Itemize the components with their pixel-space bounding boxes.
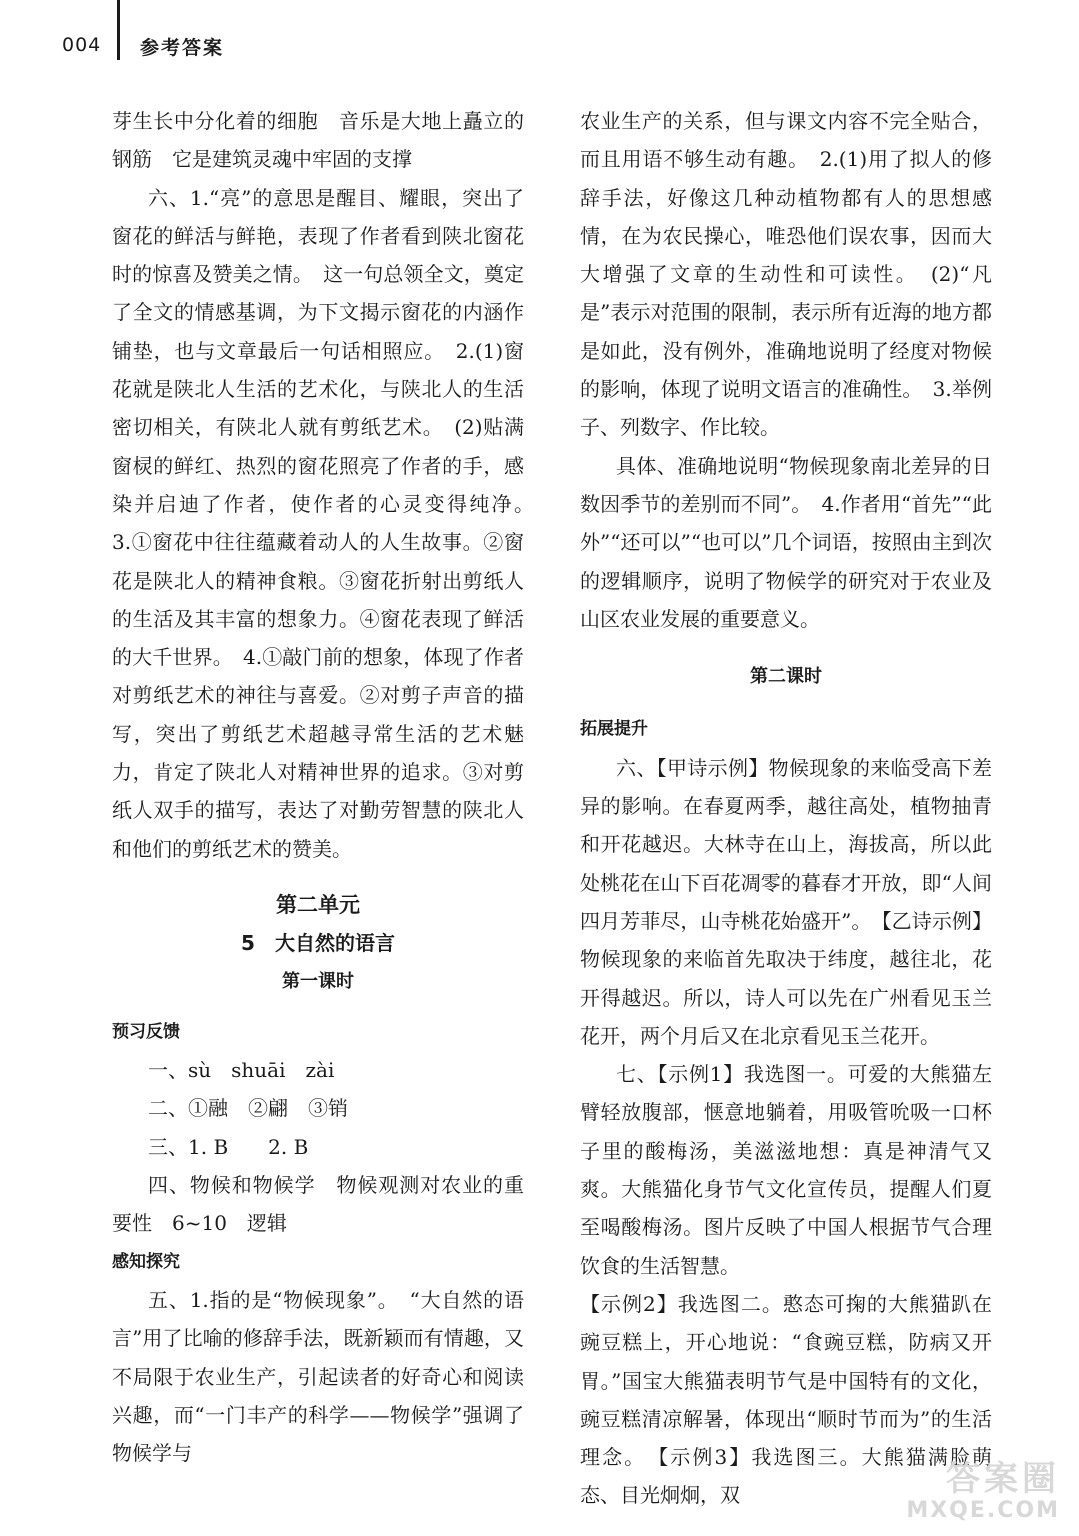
preview-item: 三、1. B 2. B: [148, 1134, 309, 1159]
right-column: [580, 102, 992, 1515]
paragraph: 六、【甲诗示例】物候现象的来临受高下差异的影响。在春夏两季，越往高处，植物抽青和开花越迟。大林寺在山上，海拔高，所以此处桃花在山下百花凋零的暮春才开放，即“人间四月芳菲尽，山寺桃花始盛开”。 【乙诗示例】物候现象的来临首先取决于纬度，越往北，花开得越迟。所以，诗人可以先在广州看见玉兰花开，两个月后又在北京看见玉兰花开。: [580, 755, 992, 1048]
paragraph: 农业生产的关系，但与课文内容不完全贴合，而且用语不够生动有趣。 2.(1)用了拟人的修辞手法，好像这几种动植物都有人的思想感情，在为农民操心，唯恐他们误农事，因而大大增强了文章的生动性和可读性。 (2)“凡是”表示对范围的限制，表示所有近海的地方都是如此，没有例外，准确地说明了经度对物候的影响，体现了说明文语言的准确性。 3.举例子、列数字、作比较。: [580, 109, 992, 440]
unit-title: 第二单元: [276, 892, 360, 917]
left-column: [112, 102, 544, 1472]
paragraph: 七、【示例1】我选图一。可爱的大熊猫左臂轻放腹部，惬意地躺着，用吸管吮吸一口杯子里的酸梅汤，美滋滋地想：真是神清气又爽。大熊猫化身节气文化宣传员，提醒人们夏至喝酸梅汤。图片反映了中国人根据节气合理饮食的生活智慧。: [580, 1062, 992, 1278]
preview-item: 二、①融 ②翩 ③销: [148, 1096, 348, 1121]
watermark-logo-text: 答案圈: [946, 1459, 1060, 1499]
watermark-url: MXQE.COM: [906, 1498, 1060, 1523]
section-label-preview: 预习反馈: [112, 1021, 180, 1042]
page-number: 004: [62, 34, 102, 56]
paragraph: 具体、准确地说明“物候现象南北差异的日数因季节的差别而不同”。 4.作者用“首先”“此外”“还可以”“也可以”几个词语，按照由主到次的逻辑顺序，说明了物候学的研究对于农业及山区农业发展的重要意义。: [580, 453, 992, 631]
header-title: 参考答案: [140, 37, 225, 59]
section-label-explore: 感知探究: [112, 1251, 180, 1272]
paragraph: 芽生长中分化着的细胞 音乐是大地上矗立的钢筋 它是建筑灵魂中牢固的支撑: [112, 109, 524, 172]
paragraph: 六、1.“亮”的意思是醒目、耀眼，突出了窗花的鲜活与鲜艳，表现了作者看到陕北窗花时的惊喜及赞美之情。 这一句总领全文，奠定了全文的情感基调，为下文揭示窗花的内涵作铺垫，也与文章最后一句话相照应。 2.(1)窗花就是陕北人生活的艺术化，与陕北人的生活密切相关，有陕北人就有剪纸艺术。 (2)贴满窗棂的鲜红、热烈的窗花照亮了作者的手，感染并启迪了作者，使作者的心灵变得纯净。 3.①窗花中往往蕴藏着动人的人生故事。②窗花是陕北人的精神食粮。③窗花折射出剪纸人的生活及其丰富的想象力。④窗花表现了鲜活的大千世界。 4.①敲门前的想象，体现了作者对剪纸艺术的神往与喜爱。②对剪子声音的描写，突出了剪纸艺术超越寻常生活的艺术魅力，肯定了陕北人对精神世界的追求。③对剪纸人双手的描写，表达了对勤劳智慧的陕北人和他们的剪纸艺术的赞美。: [112, 185, 544, 861]
preview-item: 一、sù shuāi zài: [148, 1058, 335, 1083]
preview-item: 四、物候和物候学 物候观测对农业的重要性 6~10 逻辑: [112, 1173, 524, 1236]
lesson-title: 5 大自然的语言: [241, 931, 395, 956]
section-label-extend: 拓展提升: [580, 719, 648, 740]
site-watermark: [900, 1460, 1060, 1530]
paragraph: 【示例2】我选图二。憨态可掬的大熊猫趴在豌豆糕上，开心地说：“食豌豆糕，防病又开胃。”国宝大熊猫表明节气是中国特有的文化，豌豆糕清凉解暑，体现出“顺时节而为”的生活理念。 【示例3】我选图三。大熊猫满脸萌态、目光炯炯，双: [580, 1291, 992, 1508]
period-title: 第二课时: [750, 666, 822, 688]
period-title: 第一课时: [282, 970, 354, 992]
header-divider: [117, 0, 120, 60]
page-header: [0, 0, 1079, 70]
paragraph: 五、1.指的是“物候现象”。 “大自然的语言”用了比喻的修辞手法，既新颖而有情趣，又不局限于农业生产，引起读者的好奇心和阅读兴趣，而“一门丰产的科学——物候学”强调了物候学与: [112, 1287, 524, 1466]
